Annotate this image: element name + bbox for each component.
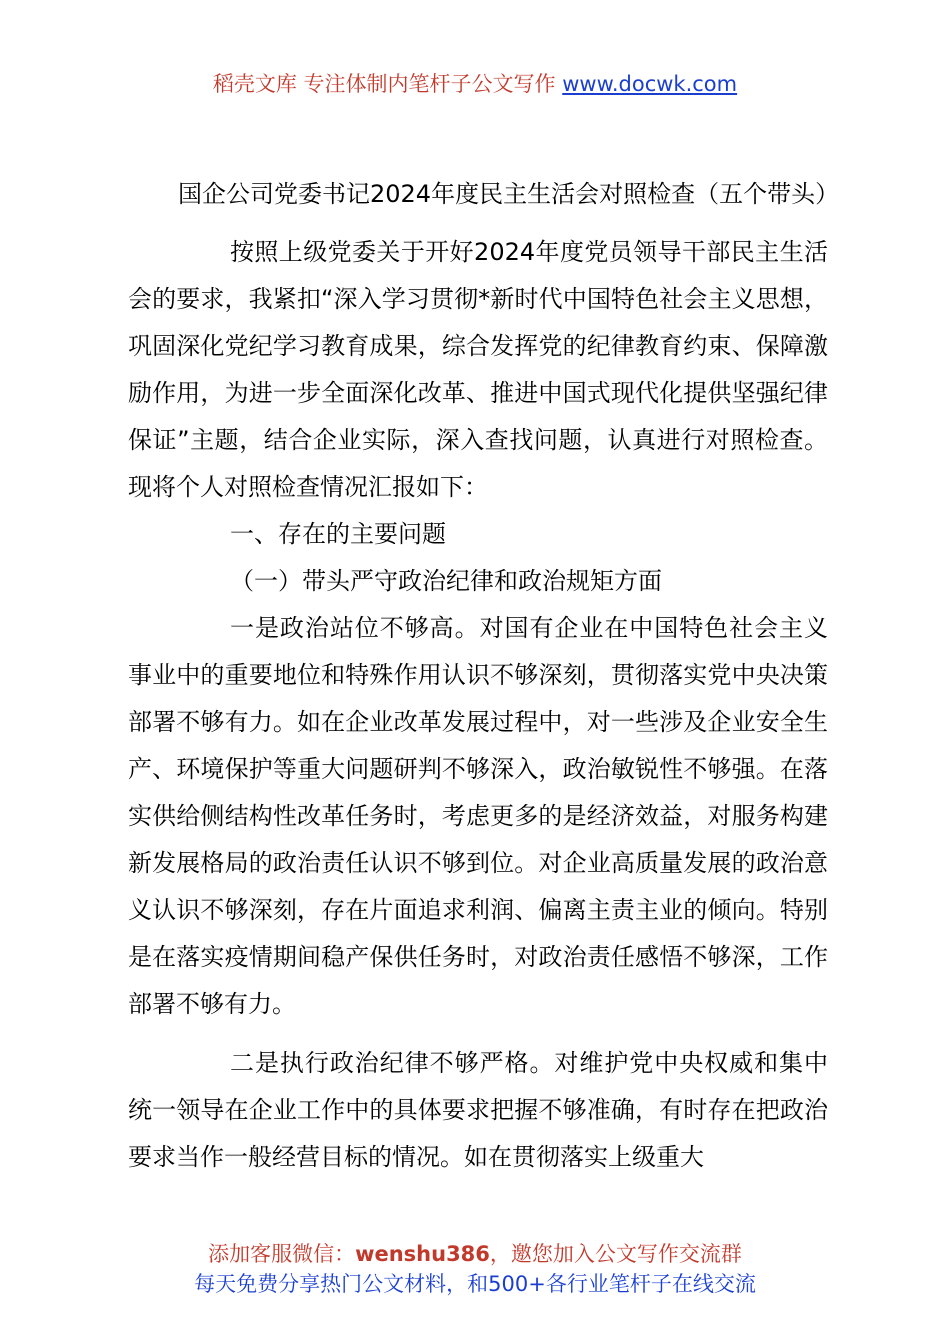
paragraph-intro: 按照上级党委关于开好2024年度党员领导干部民主生活会的要求，我紧扣“深入学习贯彻*新时代中国特色社会主义思想，巩固深化党纪学习教育成果，综合发挥党的纪律教育约束、保障激励作用，为进一步全面深化改革、推进中国式现代化提供坚强纪律保证”主题，结合企业实际，深入查找问题，认真进行对照检查。现将个人对照检查情况汇报如下： xyxy=(128,238,828,501)
footer-wechat-suffix: ，邀您加入公文写作交流群 xyxy=(489,1242,742,1266)
footer-share-line: 每天免费分享热门公文材料，和500+各行业笔杆子在线交流 xyxy=(194,1272,756,1296)
document-title: 国企公司党委书记2024年度民主生活会对照检查（五个带头） xyxy=(178,180,840,208)
paragraph-point-one: 一是政治站位不够高。对国有企业在中国特色社会主义事业中的重要地位和特殊作用认识不够深刻，贯彻落实党中央决策部署不够有力。如在企业改革发展过程中，对一些涉及企业安全生产、环境保护等重大问题研判不够深入，政治敏锐性不够强。在落实供给侧结构性改革任务时，考虑更多的是经济效益，对服务构建新发展格局的政治责任认识不够到位。对企业高质量发展的政治意义认识不够深刻，存在片面追求利润、偏离主责主业的倾向。特别是在落实疫情期间稳产保供任务时，对政治责任感悟不够深，工作部署不够有力。 xyxy=(128,614,828,1018)
footer-wechat-prefix: 添加客服微信： xyxy=(208,1242,356,1266)
section-heading-problems: 一、存在的主要问题 xyxy=(230,520,446,548)
page-footer xyxy=(0,1239,950,1299)
paragraph-point-two: 二是执行政治纪律不够严格。对维护党中央权威和集中统一领导在企业工作中的具体要求把握不够准确，有时存在把政治要求当作一般经营目标的情况。如在贯彻落实上级重大 xyxy=(128,1049,828,1171)
page-header xyxy=(0,68,950,100)
footer-wechat-id: wenshu386 xyxy=(355,1242,490,1266)
document-body xyxy=(128,174,840,1181)
header-brand-text: 稻壳文库 专注体制内笔杆子公文写作 xyxy=(212,72,556,96)
footer-wechat-line xyxy=(0,1239,950,1269)
subsection-heading-political-discipline: （一）带头严守政治纪律和政治规矩方面 xyxy=(230,567,662,595)
header-website-link[interactable]: www.docwk.com xyxy=(562,72,738,96)
